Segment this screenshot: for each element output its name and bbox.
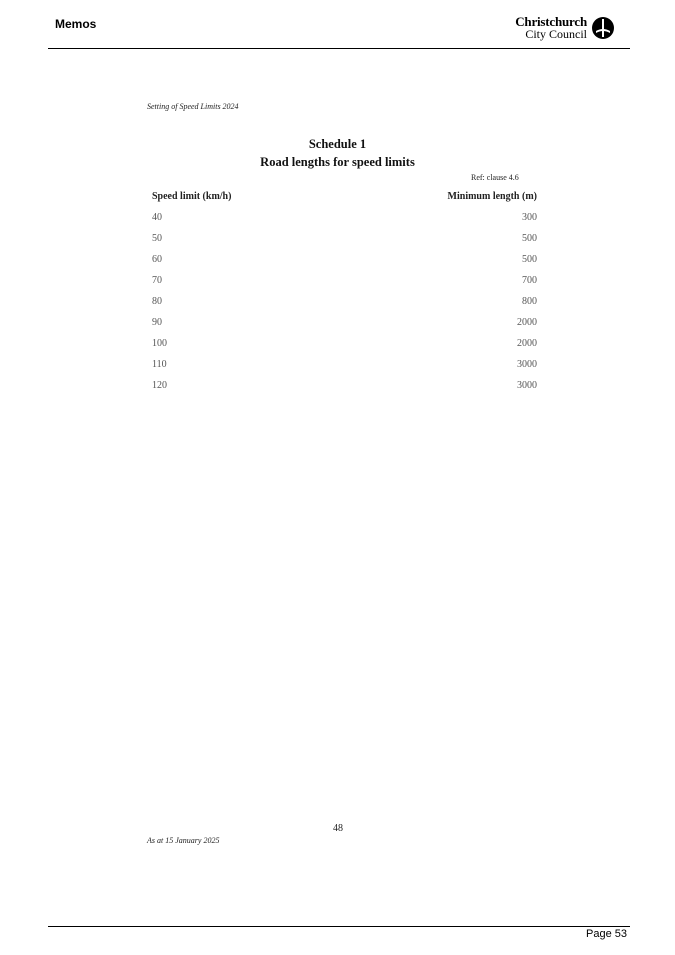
table-row — [152, 359, 537, 380]
header-title: Memos — [55, 17, 97, 31]
table-row — [152, 296, 537, 317]
council-logo — [515, 16, 615, 40]
footer-page-label: Page 53 — [586, 928, 627, 940]
column-header-speed: Speed limit (km/h) — [152, 191, 232, 202]
speed-cell: 80 — [152, 296, 162, 307]
speed-cell: 40 — [152, 212, 162, 223]
table-row — [152, 317, 537, 338]
schedule-title: Schedule 1 — [308, 137, 367, 151]
speed-cell: 120 — [152, 380, 167, 391]
speed-cell: 70 — [152, 275, 162, 286]
table-row — [152, 254, 537, 275]
logo-line-2: City Council — [525, 27, 587, 41]
logo-line-1: Christchurch — [515, 14, 587, 29]
header-rule — [48, 48, 630, 49]
table-row — [152, 212, 537, 233]
speed-cell: 100 — [152, 338, 167, 349]
cathedral-logo-icon — [591, 16, 615, 40]
length-cell: 300 — [522, 212, 537, 223]
as-at-date: As at 15 January 2025 — [147, 836, 220, 845]
table-row — [152, 380, 537, 401]
length-cell: 800 — [522, 296, 537, 307]
table-row — [152, 275, 537, 296]
document-page-number: 48 — [333, 823, 343, 834]
speed-cell: 110 — [152, 359, 167, 370]
speed-cell: 50 — [152, 233, 162, 244]
length-cell: 700 — [522, 275, 537, 286]
speed-cell: 90 — [152, 317, 162, 328]
table-row — [152, 338, 537, 359]
length-cell: 3000 — [517, 380, 537, 391]
speed-cell: 60 — [152, 254, 162, 265]
schedule-subtitle: Road lengths for speed limits — [260, 155, 415, 169]
column-header-length: Minimum length (m) — [447, 191, 537, 202]
length-cell: 2000 — [517, 338, 537, 349]
length-cell: 2000 — [517, 317, 537, 328]
running-title: Setting of Speed Limits 2024 — [147, 102, 239, 111]
speed-length-table — [152, 212, 537, 401]
length-cell: 3000 — [517, 359, 537, 370]
length-cell: 500 — [522, 233, 537, 244]
table-row — [152, 233, 537, 254]
footer-rule — [48, 926, 630, 927]
length-cell: 500 — [522, 254, 537, 265]
reference-note: Ref: clause 4.6 — [471, 173, 519, 182]
